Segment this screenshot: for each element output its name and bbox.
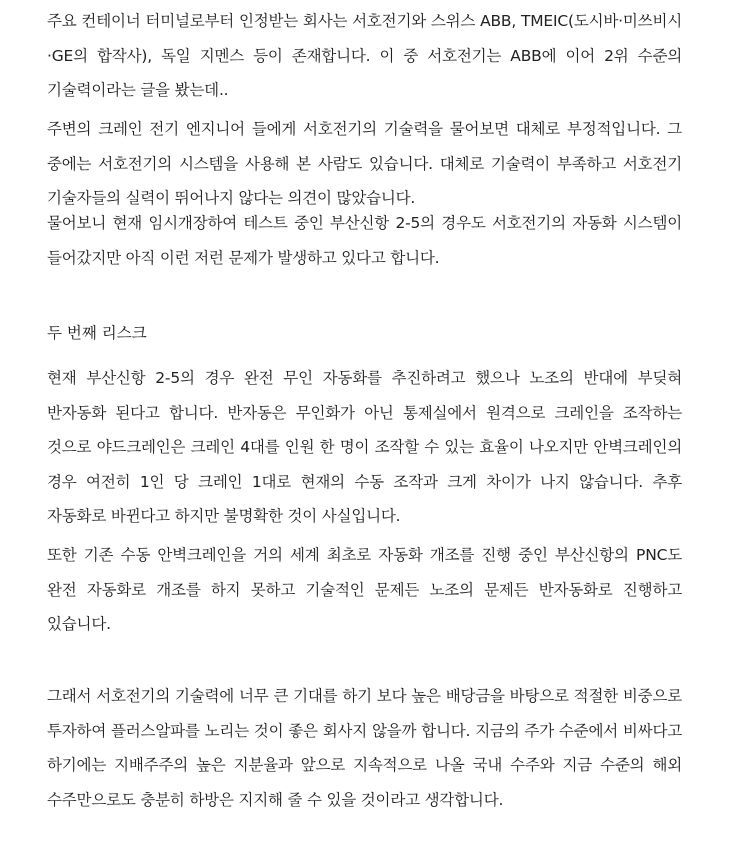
paragraph-busan-test: 물어보니 현재 임시개장하여 테스트 중인 부산신항 2-5의 경우도 서호전기의 자동화 시스템이 들어갔지만 아직 이런 저런 문제가 발생하고 있다고 합니다. [47,214,682,267]
section-heading: 두 번째 리스크 [47,324,147,342]
paragraph-companies: 주요 컨테이너 터미널로부터 인정받는 회사는 서호전기와 스위스 ABB, TMEIC(도시바·미쓰비시·GE의 합작사), 독일 지멘스 등이 존재합니다. 이 중 서호전기는 ABB에 이어 2위 수준의 기술력이라는 글을 봤는데.. [47,12,682,99]
paragraph-conclusion: 그래서 서호전기의 기술력에 너무 큰 기대를 하기 보다 높은 배당금을 바탕으로 적절한 비중으로 투자하여 플러스알파를 노리는 것이 좋은 회사지 않을까 합니다. 지금의 주가 수준에서 비싸다고 하기에는 지배주주의 높은 지분율과 앞으로 지속적으로 나올 국내 수주와 지금 수준의 해외 수주만으로도 충분히 하방은 지지해 줄 수 있을 것이라고 생각합니다. [47,687,682,809]
paragraph-semi-automation: 현재 부산신항 2-5의 경우 완전 무인 자동화를 추진하려고 했으나 노조의 반대에 부딪혀 반자동화 된다고 합니다. 반자동은 무인화가 아닌 통제실에서 원격으로 크레인을 조작하는 것으로 야드크레인은 크레인 4대를 인원 한 명이 조작할 수 있는 효율이 나오지만 안벽크레인의 경우 여전히 1인 당 크레인 1대로 현재의 수동 조작과 크게 차이가 나지 않습니다. 추후 자동화로 바뀐다고 하지만 불명확한 것이 사실입니다. [47,369,682,525]
paragraph-pnc: 또한 기존 수동 안벽크레인을 거의 세계 최초로 자동화 개조를 진행 중인 부산신항의 PNC도 완전 자동화로 개조를 하지 못하고 기술적인 문제든 노조의 문제든 반자동화로 진행하고 있습니다. [47,546,682,633]
paragraph-engineer-opinions: 주변의 크레인 전기 엔지니어 들에게 서호전기의 기술력을 물어보면 대체로 부정적입니다. 그 중에는 서호전기의 시스템을 사용해 본 사람도 있습니다. 대체로 기술력이 부족하고 서호전기 기술자들의 실력이 뛰어나지 않다는 의견이 많았습니다. [47,120,682,207]
